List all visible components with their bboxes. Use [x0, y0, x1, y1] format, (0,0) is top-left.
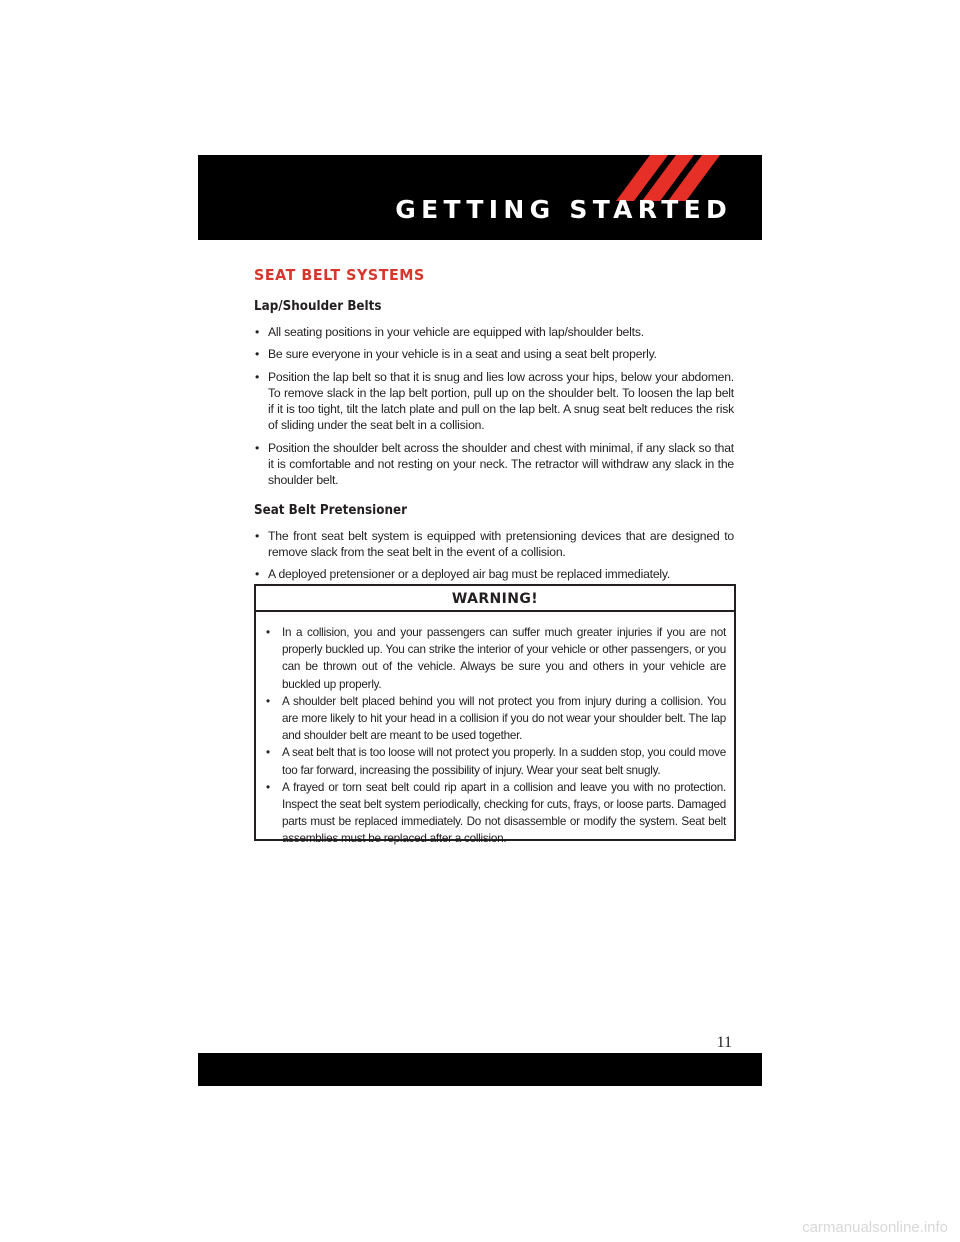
list-item-text: The front seat belt system is equipped with pretensioning devices that are designed to remove slack from the seat belt in the event of a collision. [268, 528, 734, 559]
section-seat-belt-pretensioner [254, 503, 734, 583]
list-item [254, 346, 734, 362]
section-lap-shoulder-belts [254, 299, 734, 489]
bullet-list-lap-shoulder [254, 324, 734, 489]
warning-item-text: A seat belt that is too loose will not protect you properly. In a sudden stop, you could move too far forward, increasing the possibility of injury. Wear your seat belt snugly. [282, 746, 726, 777]
footer-bar [198, 1053, 762, 1086]
bullet-icon: • [255, 347, 260, 362]
list-item [254, 324, 734, 340]
warning-item [266, 693, 726, 745]
warning-box [254, 584, 736, 846]
warning-item [266, 779, 726, 848]
watermark-text: carmanualsonline.info [802, 1219, 948, 1236]
warning-item [266, 624, 726, 693]
warning-list [256, 624, 734, 848]
bullet-icon: • [255, 325, 260, 339]
subheading-lap-shoulder-belts: Lap/Shoulder Belts [254, 299, 382, 314]
list-item [254, 369, 734, 434]
warning-item [266, 744, 726, 778]
list-item [254, 440, 734, 489]
bullet-icon: • [266, 746, 270, 760]
page-title: SEAT BELT SYSTEMS [254, 266, 425, 284]
warning-item-text: In a collision, you and your passengers can suffer much greater injuries if you are not properly buckled up. You can strike the interior of your vehicle or other passengers, or you can be thrown out of the vehicle. Always be sure you and others in your vehicle are buckled up properly. [282, 626, 726, 691]
list-item-text: Be sure everyone in your vehicle is in a seat and using a seat belt properly. [268, 347, 657, 362]
page-number: 11 [716, 1034, 732, 1051]
bullet-icon: • [255, 369, 260, 384]
section-heading: GETTING STARTED [395, 195, 732, 224]
warning-item-text: A frayed or torn seat belt could rip apart in a collision and leave you with no protection. Inspect the seat belt system periodically, checking for cuts, frays, or loose parts. Damaged parts must be replaced immediately. Do not disassemble or modify the system. Seat belt assemblies must be replaced after a collision. [282, 780, 726, 846]
bullet-icon: • [255, 567, 260, 582]
warning-item-text: A shoulder belt placed behind you will not protect you from injury during a collision. You are more likely to hit your head in a collision if you do not wear your shoulder belt. The lap and shoulder belt are meant to be used together. [282, 694, 726, 743]
list-item-text: Position the shoulder belt across the shoulder and chest with minimal, if any slack so that it is comfortable and not resting on your neck. The retractor will withdraw any slack in the shoulder belt. [268, 440, 734, 488]
section-header-bar [198, 155, 762, 240]
bullet-icon: • [266, 780, 270, 794]
bullet-list-pretensioner [254, 528, 734, 583]
bullet-icon: • [266, 626, 270, 639]
list-item [254, 528, 734, 561]
main-content [254, 266, 734, 589]
bullet-icon: • [255, 440, 260, 455]
list-item-text: Position the lap belt so that it is snug and lies low across your hips, below your abdomen. To remove slack in the lap belt portion, pull up on the shoulder belt. To loosen the lap belt if it is too tight, tilt the latch plate and pull on the lap belt. A snug seat belt reduces the risk of sliding under the seat belt in a collision. [268, 369, 734, 433]
bullet-icon: • [255, 528, 260, 543]
list-item [254, 566, 734, 582]
warning-title: WARNING! [256, 586, 734, 612]
list-item-text: A deployed pretensioner or a deployed air bag must be replaced immediately. [268, 567, 671, 582]
bullet-icon: • [266, 694, 270, 708]
subheading-seat-belt-pretensioner: Seat Belt Pretensioner [254, 502, 407, 518]
list-item-text: All seating positions in your vehicle are equipped with lap/shoulder belts. [268, 325, 644, 339]
